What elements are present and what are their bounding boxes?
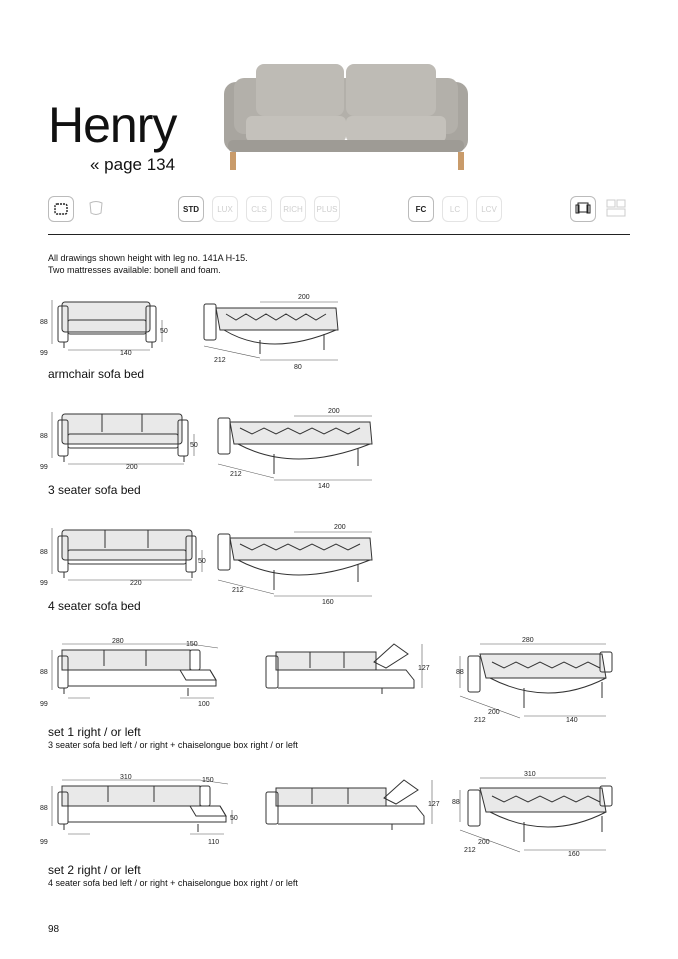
dim-top: 200 (298, 294, 310, 301)
frame-icon (48, 196, 74, 222)
dim-width: 200 (126, 464, 138, 471)
dim-depth: 212 (464, 847, 476, 854)
grade-lux: LUX (212, 196, 238, 222)
subcaption-set-2: 4 seater sofa bed left / or right + chaiselongue box right / or left (48, 878, 298, 888)
notes (48, 252, 248, 276)
grade-plus: PLUS (314, 196, 340, 222)
closed-drawing-4-seater (40, 522, 210, 592)
caption-set-2: set 2 right / or left (48, 863, 141, 877)
page-number: 98 (48, 924, 60, 935)
open-drawing-3-seater (214, 404, 384, 488)
cover-fc: FC (408, 196, 434, 222)
dim-height: 88 (40, 805, 48, 812)
dim-depth: 212 (474, 717, 486, 724)
dim-top: 310 (524, 771, 536, 778)
armchair-icon (570, 196, 596, 222)
grade-cls: CLS (246, 196, 272, 222)
dim-seat: 50 (190, 442, 198, 449)
caption-armchair: armchair sofa bed (48, 367, 145, 381)
open-drawing-set-1 (452, 632, 636, 724)
dim-box-height: 127 (428, 801, 440, 808)
cover-lcv: LCV (476, 196, 502, 222)
modules-icon (604, 196, 628, 220)
box-drawing-set-2 (256, 776, 446, 840)
dim-height: 88 (40, 319, 48, 326)
dim-height: 88 (452, 799, 460, 806)
closed-drawing-set-2 (40, 772, 240, 852)
dim-top: 200 (334, 524, 346, 531)
icon-bar (48, 196, 648, 224)
open-drawing-armchair (200, 290, 360, 370)
dim-chaise-depth: 100 (198, 701, 210, 708)
grade-std: STD (178, 196, 204, 222)
dim-seat: 50 (160, 328, 168, 335)
dim-bottom: 160 (322, 599, 334, 604)
dim-depth: 99 (40, 464, 48, 471)
dim-depth: 99 (40, 701, 48, 708)
note-line: All drawings shown height with leg no. 141A H-15. (48, 253, 248, 263)
dim-top: 280 (522, 637, 534, 644)
page-title: Henry (48, 97, 177, 153)
dim-width: 310 (120, 774, 132, 781)
dim-inner-depth: 200 (488, 709, 500, 716)
dim-depth: 99 (40, 580, 48, 587)
cover-lc: LC (442, 196, 468, 222)
dim-inner-depth: 200 (478, 839, 490, 846)
caption-set-1: set 1 right / or left (48, 725, 141, 739)
dim-width: 280 (112, 638, 124, 645)
closed-drawing-3-seater (40, 406, 210, 476)
caption-4-seater: 4 seater sofa bed (48, 599, 141, 613)
subcaption-set-1: 3 seater sofa bed left / or right + chaiselongue box right / or left (48, 740, 298, 750)
dim-height: 88 (40, 669, 48, 676)
dim-seat: 50 (198, 558, 206, 565)
sofa-photo (220, 58, 480, 176)
closed-drawing-set-1 (40, 636, 230, 716)
dim-chaise-width: 150 (186, 641, 198, 648)
dim-chaise-depth: 110 (208, 839, 220, 846)
dim-height: 88 (40, 433, 48, 440)
box-drawing-set-1 (256, 640, 436, 700)
dim-seat: 50 (230, 815, 238, 822)
dim-depth: 99 (40, 839, 48, 846)
dim-depth: 212 (230, 471, 242, 478)
dim-height: 88 (456, 669, 464, 676)
note-line: Two mattresses available: bonell and foam. (48, 265, 221, 275)
dim-depth: 212 (214, 357, 226, 364)
dim-bottom: 140 (318, 483, 330, 488)
page-reference: « page 134 (90, 155, 176, 174)
dim-depth: 99 (40, 350, 48, 357)
divider (48, 234, 630, 235)
dim-width: 140 (120, 350, 132, 357)
dim-bottom: 160 (568, 851, 580, 858)
dim-width: 220 (130, 580, 142, 587)
closed-drawing-armchair (40, 292, 180, 362)
dim-bottom: 140 (566, 717, 578, 724)
open-drawing-set-2 (452, 766, 636, 858)
dim-top: 200 (328, 408, 340, 415)
dim-box-height: 127 (418, 665, 430, 672)
open-drawing-4-seater (214, 520, 384, 604)
dim-chaise-width: 150 (202, 777, 214, 784)
dim-bottom: 80 (294, 364, 302, 370)
dim-height: 88 (40, 549, 48, 556)
grade-rich: RICH (280, 196, 306, 222)
caption-3-seater: 3 seater sofa bed (48, 483, 141, 497)
leather-icon (84, 196, 108, 220)
dim-depth: 212 (232, 587, 244, 594)
